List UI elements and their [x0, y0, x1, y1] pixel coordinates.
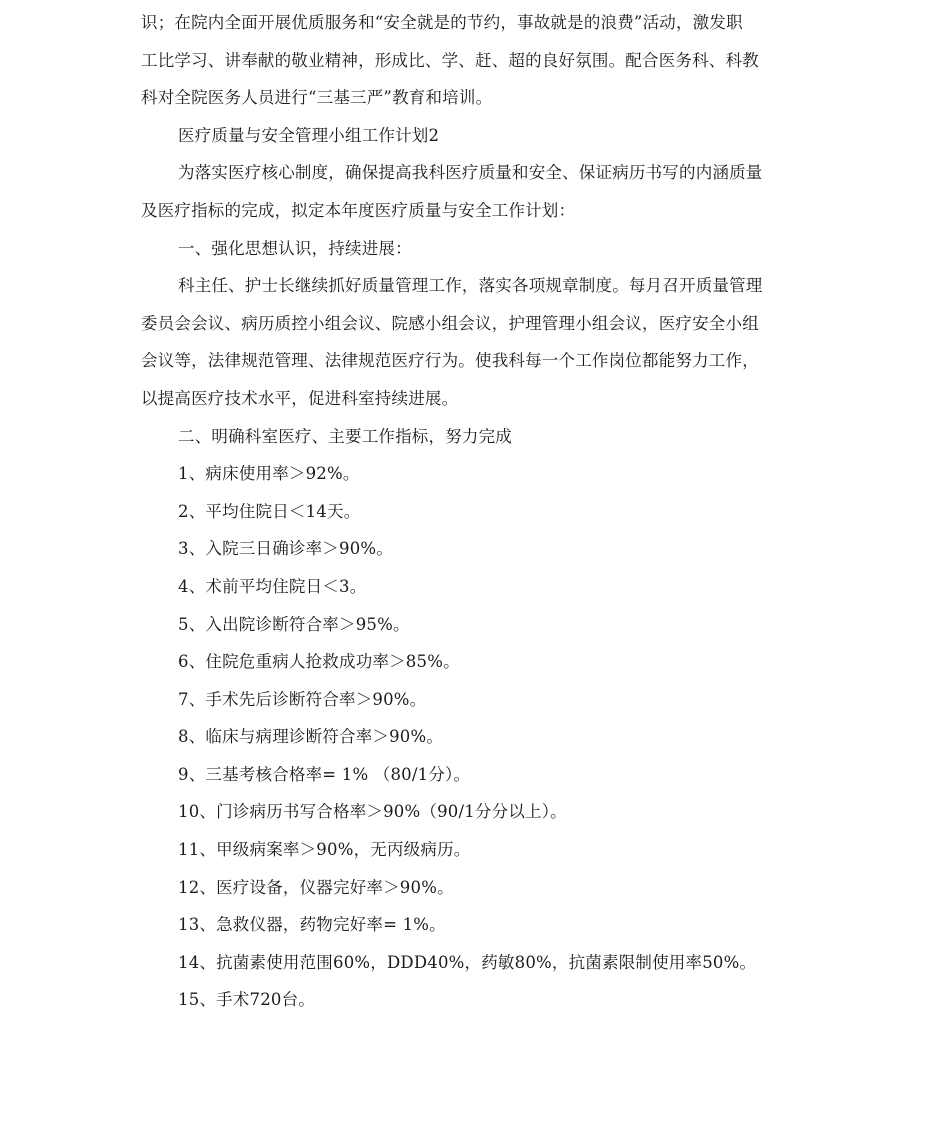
text-line: 识；在院内全面开展优质服务和“安全就是的节约，事故就是的浪费”活动，激发职	[141, 13, 743, 32]
text-line: 会议等，法律规范管理、法律规范医疗行为。使我科每一个工作岗位都能努力工作，	[141, 351, 759, 371]
text-line: 委员会会议、病历质控小组会议、院感小组会议，护理管理小组会议，医疗安全小组	[141, 313, 759, 333]
text-line: 及医疗指标的完成，拟定本年度医疗质量与安全工作计划：	[141, 200, 576, 220]
list-item: 11、甲级病案率＞90%，无丙级病历。	[178, 840, 471, 860]
list-item: 15、手术720台。	[178, 990, 315, 1010]
text-line: 为落实医疗核心制度，确保提高我科医疗质量和安全、保证病历书写的内涵质量	[178, 163, 763, 183]
list-item: 9、三基考核合格率= 1% （80/1分）。	[178, 764, 471, 784]
list-item: 6、住院危重病人抢救成功率＞85%。	[178, 652, 460, 672]
list-item: 12、医疗设备，仪器完好率＞90%。	[178, 877, 454, 897]
section-heading: 一、强化思想认识，持续进展：	[178, 238, 412, 258]
document-body	[141, 4, 813, 1019]
section-title: 医疗质量与安全管理小组工作计划2	[178, 125, 440, 145]
list-item: 2、平均住院日＜14天。	[178, 501, 361, 521]
text-line: 科对全院医务人员进行“三基三严”教育和培训。	[141, 88, 493, 108]
list-item: 8、临床与病理诊断符合率＞90%。	[178, 727, 444, 747]
list-item: 5、入出院诊断符合率＞95%。	[178, 614, 410, 634]
text-line: 科主任、护士长继续抓好质量管理工作，落实各项规章制度。每月召开质量管理	[178, 276, 763, 296]
text-line: 工比学习、讲奉献的敬业精神，形成比、学、赶、超的良好氛围。配合医务科、科教	[141, 50, 759, 70]
list-item: 3、入院三日确诊率＞90%。	[178, 539, 393, 559]
list-item: 13、急救仪器，药物完好率= 1%。	[178, 915, 446, 935]
list-item: 7、手术先后诊断符合率＞90%。	[178, 689, 427, 709]
list-item: 1、病床使用率＞92%。	[178, 464, 360, 484]
list-item: 10、门诊病历书写合格率＞90%（90/1分分以上）。	[178, 802, 567, 822]
section-heading: 二、明确科室医疗、主要工作指标，努力完成	[178, 426, 512, 446]
text-line: 以提高医疗技术水平，促进科室持续进展。	[141, 388, 459, 408]
list-item: 14、抗菌素使用范围60%，DDD40%，药敏80%，抗菌素限制使用率50%。	[178, 952, 757, 972]
list-item: 4、术前平均住院日＜3。	[178, 576, 367, 596]
